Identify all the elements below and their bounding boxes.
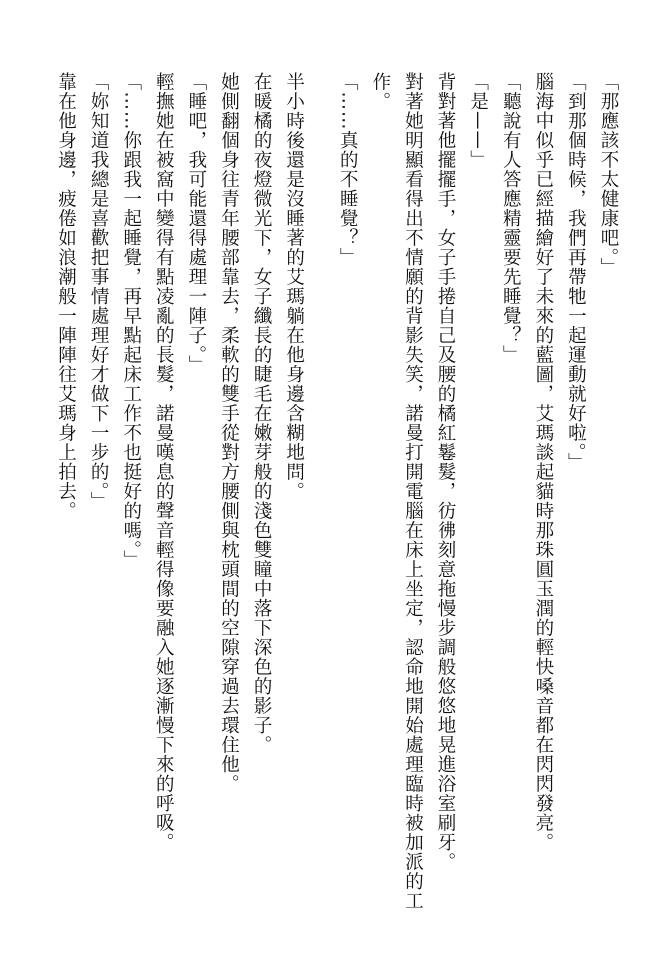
text-line: 半小時後還是沒睡著的艾瑪躺在他身邊含糊地問。 <box>283 72 305 501</box>
text-line: 她側翻個身往青年腰部靠去，柔軟的雙手從對方腰側與枕頭間的空隙穿過去環住他。 <box>218 72 240 794</box>
text-line: 「到那個時候，我們再帶牠一起運動就好啦。」 <box>565 72 587 473</box>
text-line: 「那應該不太健康吧。」 <box>598 72 619 278</box>
text-line: 「聽說有人答應精靈要先睡覺？」 <box>500 72 522 365</box>
text-line: 輕撫她在被窩中變得有點凌亂的長髮，諾曼嘆息的聲音輕得像要融入她逐漸慢下來的呼吸。 <box>153 72 175 852</box>
text-line: 「睡吧，我可能還得處理一陣子。」 <box>185 72 207 375</box>
text-line: 「妳知道我總是喜歡把事情處理好才做下一步的。」 <box>88 72 110 512</box>
vertical-text-body <box>49 72 624 932</box>
text-line: 在暖橘的夜燈微光下，女子纖長的睫毛在嫩芽般的淺色雙瞳中落下深色的影子。 <box>251 72 273 755</box>
text-line: 背對著他擺擺手，女子手捲自己及腰的橘紅鬈髮，彷彿刻意拖慢步調般悠悠地晃進浴室刷牙。 <box>435 72 457 872</box>
text-line: 「……真的不睡覺？」 <box>337 72 359 267</box>
text-line: 腦海中似乎已經描繪好了未來的藍圖，艾瑪談起貓時那珠圓玉潤的輕快嗓音都在閃閃發亮。 <box>532 72 554 852</box>
text-line: 對著她明顯看得出不情願的背影失笑，諾曼打開電腦在床上坐定，認命地開始處理臨時被加派的工作。 <box>369 72 424 911</box>
text-line: 靠在他身邊，疲倦如浪潮般一陣陣往艾瑪身上拍去。 <box>55 72 77 521</box>
text-line: 「是——」 <box>467 72 489 170</box>
text-line: 「……你跟我一起睡覺，再早點起床工作不也挺好的嗎。」 <box>120 72 142 570</box>
